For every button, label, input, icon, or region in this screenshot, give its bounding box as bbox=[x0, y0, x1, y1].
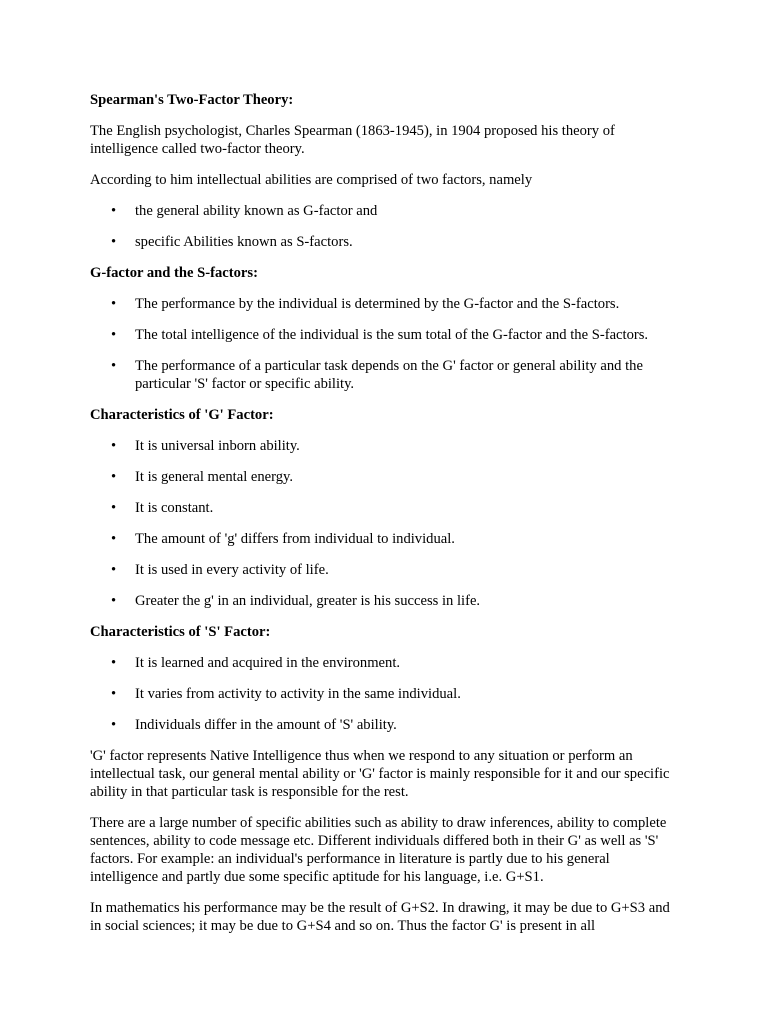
bullet-text: The performance of a particular task depends on the G' factor or general ability and the particular 'S' factor or specific ability. bbox=[135, 358, 643, 392]
bullet-text: The total intelligence of the individual is the sum total of the G-factor and the S-factors. bbox=[135, 327, 649, 343]
bullet-icon: • bbox=[111, 686, 117, 702]
bullet-item bbox=[90, 716, 680, 734]
bullet-icon: • bbox=[111, 469, 117, 485]
paragraph: There are a large number of specific abilities such as ability to draw inferences, ability to complete sentences, ability to code message etc. Different individuals differed both in their G' as well as 'S' factors. For example: an individual's performance in literature is partly due to his general intelligence and partly due some specific aptitude for his language, i.e. G+S1. bbox=[90, 815, 667, 885]
section-heading: Characteristics of 'S' Factor: bbox=[90, 624, 271, 640]
bullet-text: Greater the g' in an individual, greater is his success in life. bbox=[135, 593, 481, 609]
bullet-text: It is general mental energy. bbox=[135, 469, 294, 485]
bullet-item bbox=[90, 202, 680, 220]
paragraph: The English psychologist, Charles Spearman (1863-1945), in 1904 proposed his theory of intelligence called two-factor theory. bbox=[90, 123, 615, 157]
section-heading: Spearman's Two-Factor Theory: bbox=[90, 92, 294, 108]
bullet-icon: • bbox=[111, 203, 117, 219]
bullet-text: specific Abilities known as S-factors. bbox=[135, 234, 353, 250]
bullet-list bbox=[90, 437, 680, 610]
paragraph: 'G' factor represents Native Intelligence thus when we respond to any situation or perform an intellectual task, our general mental ability or 'G' factor is mainly responsible for it and our specific ability in that particular task is responsible for the rest. bbox=[90, 748, 670, 800]
bullet-item bbox=[90, 592, 680, 610]
bullet-icon: • bbox=[111, 234, 117, 250]
bullet-text: The performance by the individual is determined by the G-factor and the S-factors. bbox=[135, 296, 620, 312]
paragraph: In mathematics his performance may be the result of G+S2. In drawing, it may be due to G+S3 and in social sciences; it may be due to G+S4 and so on. Thus the factor G' is present in all bbox=[90, 900, 670, 934]
bullet-text: the general ability known as G-factor and bbox=[135, 203, 378, 219]
bullet-item bbox=[90, 499, 680, 517]
section-heading: Characteristics of 'G' Factor: bbox=[90, 407, 274, 423]
bullet-item bbox=[90, 326, 680, 344]
bullet-item bbox=[90, 685, 680, 703]
bullet-text: The amount of 'g' differs from individual to individual. bbox=[135, 531, 455, 547]
paragraph: According to him intellectual abilities are comprised of two factors, namely bbox=[90, 172, 533, 188]
bullet-text: It varies from activity to activity in the same individual. bbox=[135, 686, 461, 702]
bullet-icon: • bbox=[111, 531, 117, 547]
document-page bbox=[90, 91, 680, 948]
bullet-icon: • bbox=[111, 655, 117, 671]
bullet-text: Individuals differ in the amount of 'S' ability. bbox=[135, 717, 397, 733]
bullet-icon: • bbox=[111, 500, 117, 516]
bullet-item bbox=[90, 654, 680, 672]
bullet-item bbox=[90, 561, 680, 579]
bullet-icon: • bbox=[111, 327, 117, 343]
bullet-icon: • bbox=[111, 562, 117, 578]
bullet-item bbox=[90, 233, 680, 251]
bullet-list bbox=[90, 295, 680, 393]
bullet-text: It is used in every activity of life. bbox=[135, 562, 329, 578]
bullet-icon: • bbox=[111, 438, 117, 454]
bullet-text: It is universal inborn ability. bbox=[135, 438, 300, 454]
bullet-icon: • bbox=[111, 358, 117, 374]
bullet-text: It is learned and acquired in the environment. bbox=[135, 655, 401, 671]
bullet-item bbox=[90, 357, 680, 393]
bullet-item bbox=[90, 468, 680, 486]
section-heading: G-factor and the S-factors: bbox=[90, 265, 258, 281]
bullet-icon: • bbox=[111, 593, 117, 609]
bullet-text: It is constant. bbox=[135, 500, 214, 516]
bullet-list bbox=[90, 202, 680, 251]
bullet-item bbox=[90, 530, 680, 548]
bullet-icon: • bbox=[111, 717, 117, 733]
bullet-item bbox=[90, 295, 680, 313]
bullet-item bbox=[90, 437, 680, 455]
bullet-list bbox=[90, 654, 680, 734]
bullet-icon: • bbox=[111, 296, 117, 312]
